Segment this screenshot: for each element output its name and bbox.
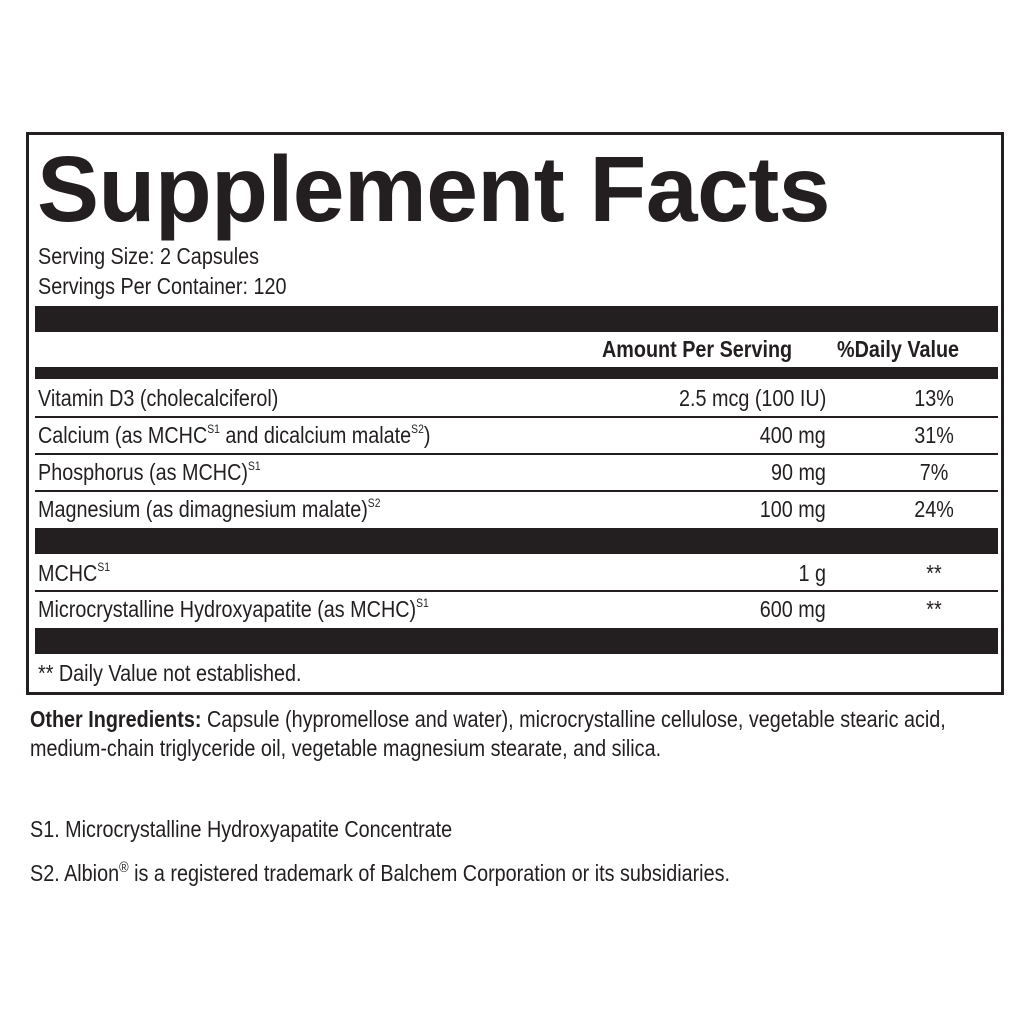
nutrient-amount: 1 g (798, 560, 826, 586)
thick-divider (35, 306, 998, 332)
amount-per-serving-header: Amount Per Serving (602, 336, 793, 362)
table-row (29, 591, 1001, 627)
daily-value-header: %Daily Value (837, 336, 960, 362)
table-row (29, 380, 1001, 416)
superscript: S2 (411, 422, 424, 436)
nutrient-name: Microcrystalline Hydroxyapatite (as MCHC)$^{S1}$ (38, 596, 429, 622)
header-divider (35, 367, 998, 379)
nutrient-amount: 100 mg (760, 496, 826, 522)
nutrient-daily-value: ** (926, 596, 942, 622)
supplement-facts-panel (26, 132, 1004, 695)
thick-divider (35, 528, 998, 554)
superscript: S1 (416, 596, 429, 610)
nutrient-name: $MCHC^{S1}$ (38, 560, 110, 586)
footnote-s1: S1. Microcrystalline Hydroxyapatite Concentrate (30, 816, 453, 842)
nutrient-name: Phosphorus (as MCHC)$^{S1}$ (38, 459, 261, 485)
nutrient-daily-value: 31% (914, 422, 954, 448)
nutrient-name: Calcium (as $MCHC^{S1}$ and dicalcium malate$^{S2}$) (38, 422, 431, 448)
table-row (29, 555, 1001, 591)
nutrient-daily-value: 24% (914, 496, 954, 522)
nutrient-daily-value: 7% (919, 459, 949, 485)
nutrient-amount: 2.5 mcg (100 IU) (678, 385, 826, 411)
superscript: S2 (367, 496, 381, 510)
registered-mark: ® (119, 859, 129, 876)
other-ingredients-label: Other Ingredients: (30, 706, 202, 732)
daily-value-note: ** Daily Value not established. (38, 660, 302, 686)
superscript: S1 (247, 459, 261, 473)
nutrient-amount: 600 mg (760, 596, 826, 622)
other-ingredients (30, 705, 1010, 763)
thick-divider (35, 628, 998, 654)
nutrient-daily-value: 13% (914, 385, 954, 411)
panel-title: Supplement Facts (37, 137, 830, 241)
other-ingredients-text: Capsule (hypromellose and water), microcrystalline cellulose, vegetable stearic acid, medium-chain triglyceride oil, vegetable magnesium stearate, and silica. (30, 706, 946, 761)
nutrient-daily-value: ** (926, 560, 942, 586)
table-row (29, 454, 1001, 490)
serving-size: Serving Size: 2 Capsules (38, 243, 259, 269)
superscript: S1 (97, 560, 110, 574)
servings-per-container: Servings Per Container: 120 (38, 273, 287, 299)
superscript: S1 (207, 422, 220, 436)
nutrient-amount: 90 mg (771, 459, 826, 485)
table-row (29, 417, 1001, 453)
nutrient-amount: 400 mg (760, 422, 826, 448)
table-row (29, 491, 1001, 527)
nutrient-name: Magnesium (as dimagnesium malate)$^{S2}$ (38, 496, 381, 522)
nutrient-name: Vitamin D3 (cholecalciferol) (38, 385, 279, 411)
footnote-s2: S2. Albion® is a registered trademark of Balchem Corporation or its subsidiaries. (30, 859, 730, 886)
